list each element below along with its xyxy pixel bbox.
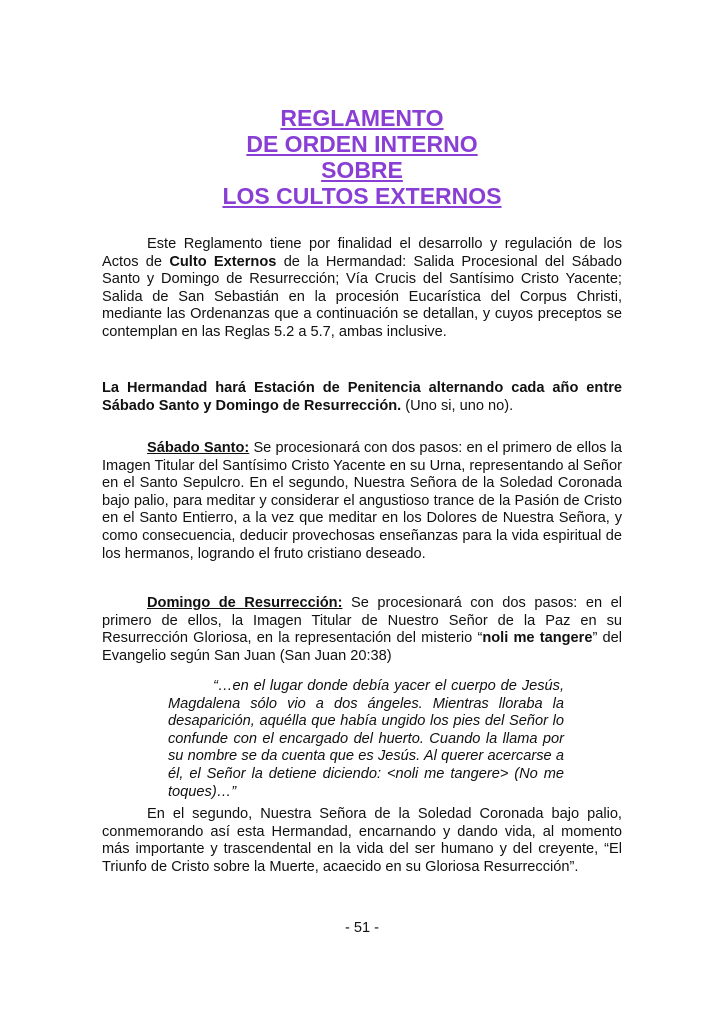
- title-line-4: LOS CULTOS EXTERNOS: [222, 183, 502, 209]
- intro-text-a: Este Reglamento tiene por finalidad el desarrollo y regulación de los Actos de: [102, 236, 622, 270]
- document-title: [100, 105, 624, 209]
- domingo-bold-phrase: noli me tangere: [482, 630, 593, 647]
- alternation-bold: La Hermandad hará Estación de Penitencia alternando cada año entre Sábado Santo y Domingo de Resurrección.: [102, 380, 622, 414]
- domingo-paragraph: [102, 595, 622, 665]
- domingo-heading: Domingo de Resurrección:: [147, 595, 343, 611]
- title-line-1: REGLAMENTO: [280, 105, 444, 131]
- intro-paragraph: [102, 236, 622, 342]
- sabado-santo-paragraph: [102, 440, 622, 563]
- title-line-2: DE ORDEN INTERNO: [246, 131, 478, 157]
- intro-text-c: de la Hermandad: Salida Procesional del Sábado Santo y Domingo de Resurrección; Vía Crucis del Santísimo Cristo Yacente; Salida de San Sebastián en la procesión Eucarística del Corpus Christi, mediante las Ordenanzas que a continuación se detallan, y cuyos preceptos se contemplan en las Reglas 5.2 a 5.7, ambas inclusive.: [102, 253, 623, 340]
- gospel-quote: “…en el lugar donde debía yacer el cuerpo de Jesús, Magdalena sólo vio a dos ángeles. Mientras lloraba la desaparición, aquélla que había ungido los pies del Señor lo confunde con el encargado del huerto. Cuando la llama por su nombre se da cuenta que es Jesús. Al querer acercarse a él, el Señor la detiene diciendo: <noli me tangere> (No me toques)…”: [168, 678, 564, 800]
- alternation-rest: (Uno si, uno no).: [401, 397, 514, 414]
- page-number: - 51 -: [344, 920, 380, 936]
- alternation-paragraph: [102, 380, 622, 415]
- domingo-text-a: Se procesionará con dos pasos: en el primero de ellos, la Imagen Titular de Nuestro Señor de la Paz en su Resurrección Gloriosa, en la representación del misterio “: [102, 595, 622, 647]
- closing-paragraph: En el segundo, Nuestra Señora de la Soledad Coronada bajo palio, conmemorando así esta Hermandad, encarnando y dando vida, al momento más importante y trascendental en la vida del ser humano y del creyente, “El Triunfo de Cristo sobre la Muerte, acaecido en su Gloriosa Resurrección”.: [102, 806, 622, 875]
- title-line-3: SOBRE: [321, 157, 403, 183]
- sabado-santo-heading: Sábado Santo:: [147, 440, 250, 456]
- sabado-santo-text: Se procesionará con dos pasos: en el primero de ellos la Imagen Titular del Santísimo Cristo Yacente en su Urna, representando al Señor en el Santo Sepulcro. En el segundo, Nuestra Señora de la Soledad Coronada bajo palio, para meditar y considerar el angustioso trance de la Pasión de Cristo en el Santo Entierro, a la vez que meditar en los Dolores de Nuestra Señora, y como consecuencia, deducir provechosas enseñanzas para la vida espiritual de los hermanos, logrando el fruto cristiano deseado.: [102, 440, 622, 562]
- domingo-text-b: ” del Evangelio según San Juan (San Juan 20:38): [102, 630, 623, 664]
- intro-bold-term: Culto Externos: [169, 253, 277, 270]
